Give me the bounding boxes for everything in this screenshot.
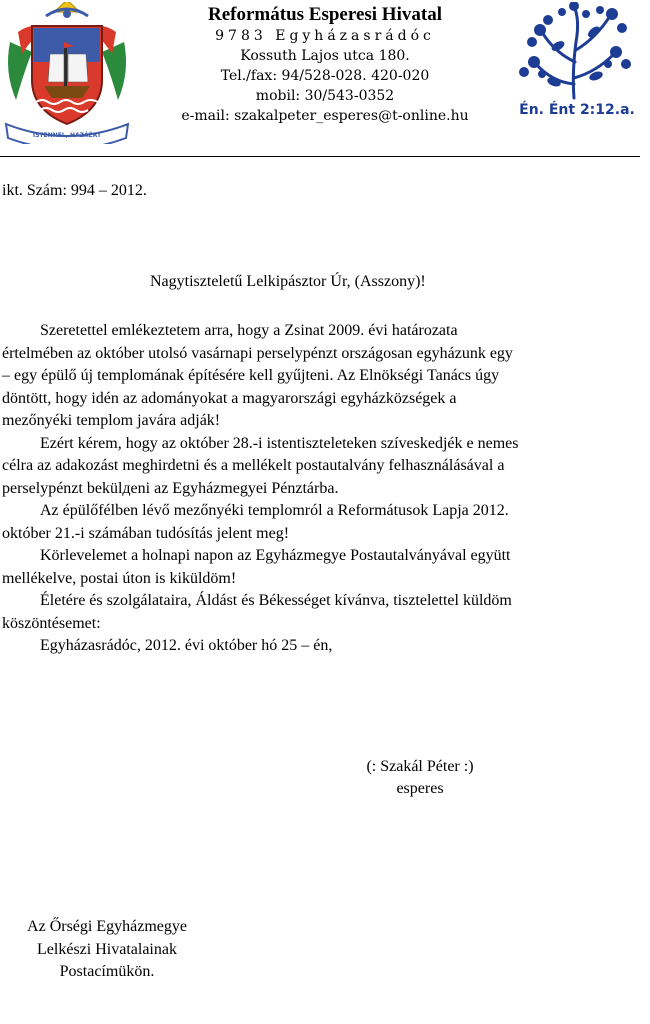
body-line: – egy épülő új templomának építésére kell gyűjteni. Az Elnökségi Tanács úgy (2, 367, 500, 384)
reference-number: ikt. Szám: 994 – 2012. (2, 182, 147, 199)
signer-name: (: Szakál Péter :) (366, 758, 474, 775)
salutation: Nagytiszteletű Lelkipásztor Úr, (Asszony)! (150, 273, 426, 290)
body-line: Ezért kérem, hogy az október 28.-i istentiszteleteken szíveskedjék e nemes (40, 434, 519, 452)
office-title: Református Esperesi Hivatal (208, 4, 442, 25)
body-line: köszöntésemet: (2, 614, 101, 632)
letter-body (2, 320, 642, 658)
signer-title: esperes (396, 780, 444, 797)
body-line: értelmében az október utolsó vasárnapi perselypénzt országosan egyházunk egy (2, 344, 513, 362)
recipient-line: Lelkészi Hivatalainak (37, 940, 177, 958)
body-line: Életére és szolgálataira, Áldást és Békességet kívánva, tisztelettel küldöm (40, 592, 512, 609)
signature-block (330, 756, 510, 800)
recipient-block (2, 916, 212, 984)
body-line: Szeretettel emlékeztetem arra, hogy a Zsinat 2009. évi határozata (40, 322, 458, 339)
body-line: Egyházasrádóc, 2012. évi október hó 25 – én, (40, 637, 333, 654)
vine-icon (514, 2, 640, 126)
body-line: célra az adakozást meghirdetni és a mellékelt postautalvány felhasználásával a (2, 457, 505, 474)
body-line: mellékelve, postai úton is kiküldöm! (2, 569, 237, 587)
recipient-line: Postacímükön. (59, 963, 155, 980)
recipient-line: Az Őrségi Egyházmegye (27, 918, 187, 935)
office-town: 9783 Egyházasrádóc (215, 28, 435, 44)
coat-of-arms-icon (2, 2, 132, 144)
body-line: perselypénzt bekülдeni az Egyházmegyei Pénztárba. (2, 479, 339, 497)
office-email: e-mail: szakalpeter_esperes@t-online.hu (181, 108, 469, 124)
body-line: október 21.-i számában tudósítás jelent meg! (2, 524, 290, 542)
body-line: mezőnyéki templom javára adják! (2, 412, 221, 429)
body-line: döntött, hogy idén az adományokat a magyarországi egyházközségek a (2, 389, 457, 407)
office-street: Kossuth Lajos utca 180. (240, 48, 410, 64)
body-line: Az épülőfélben lévő mezőnyéki templomról a Reformátusok Lapja 2012. (40, 502, 509, 519)
office-mobile: mobil: 30/543-0352 (255, 88, 395, 104)
crest-motto: ISTENNEL, HAZÁÉRT (32, 132, 102, 139)
body-line: Körlevelemet a holnapi napon az Egyházmegye Postautalványával együtt (40, 547, 511, 564)
office-telfax: Tel./fax: 94/528-028. 420-020 (220, 68, 430, 84)
letterhead (140, 4, 510, 126)
vine-caption: Én. Ént 2:12.a. (519, 102, 635, 118)
header-divider (0, 156, 640, 157)
